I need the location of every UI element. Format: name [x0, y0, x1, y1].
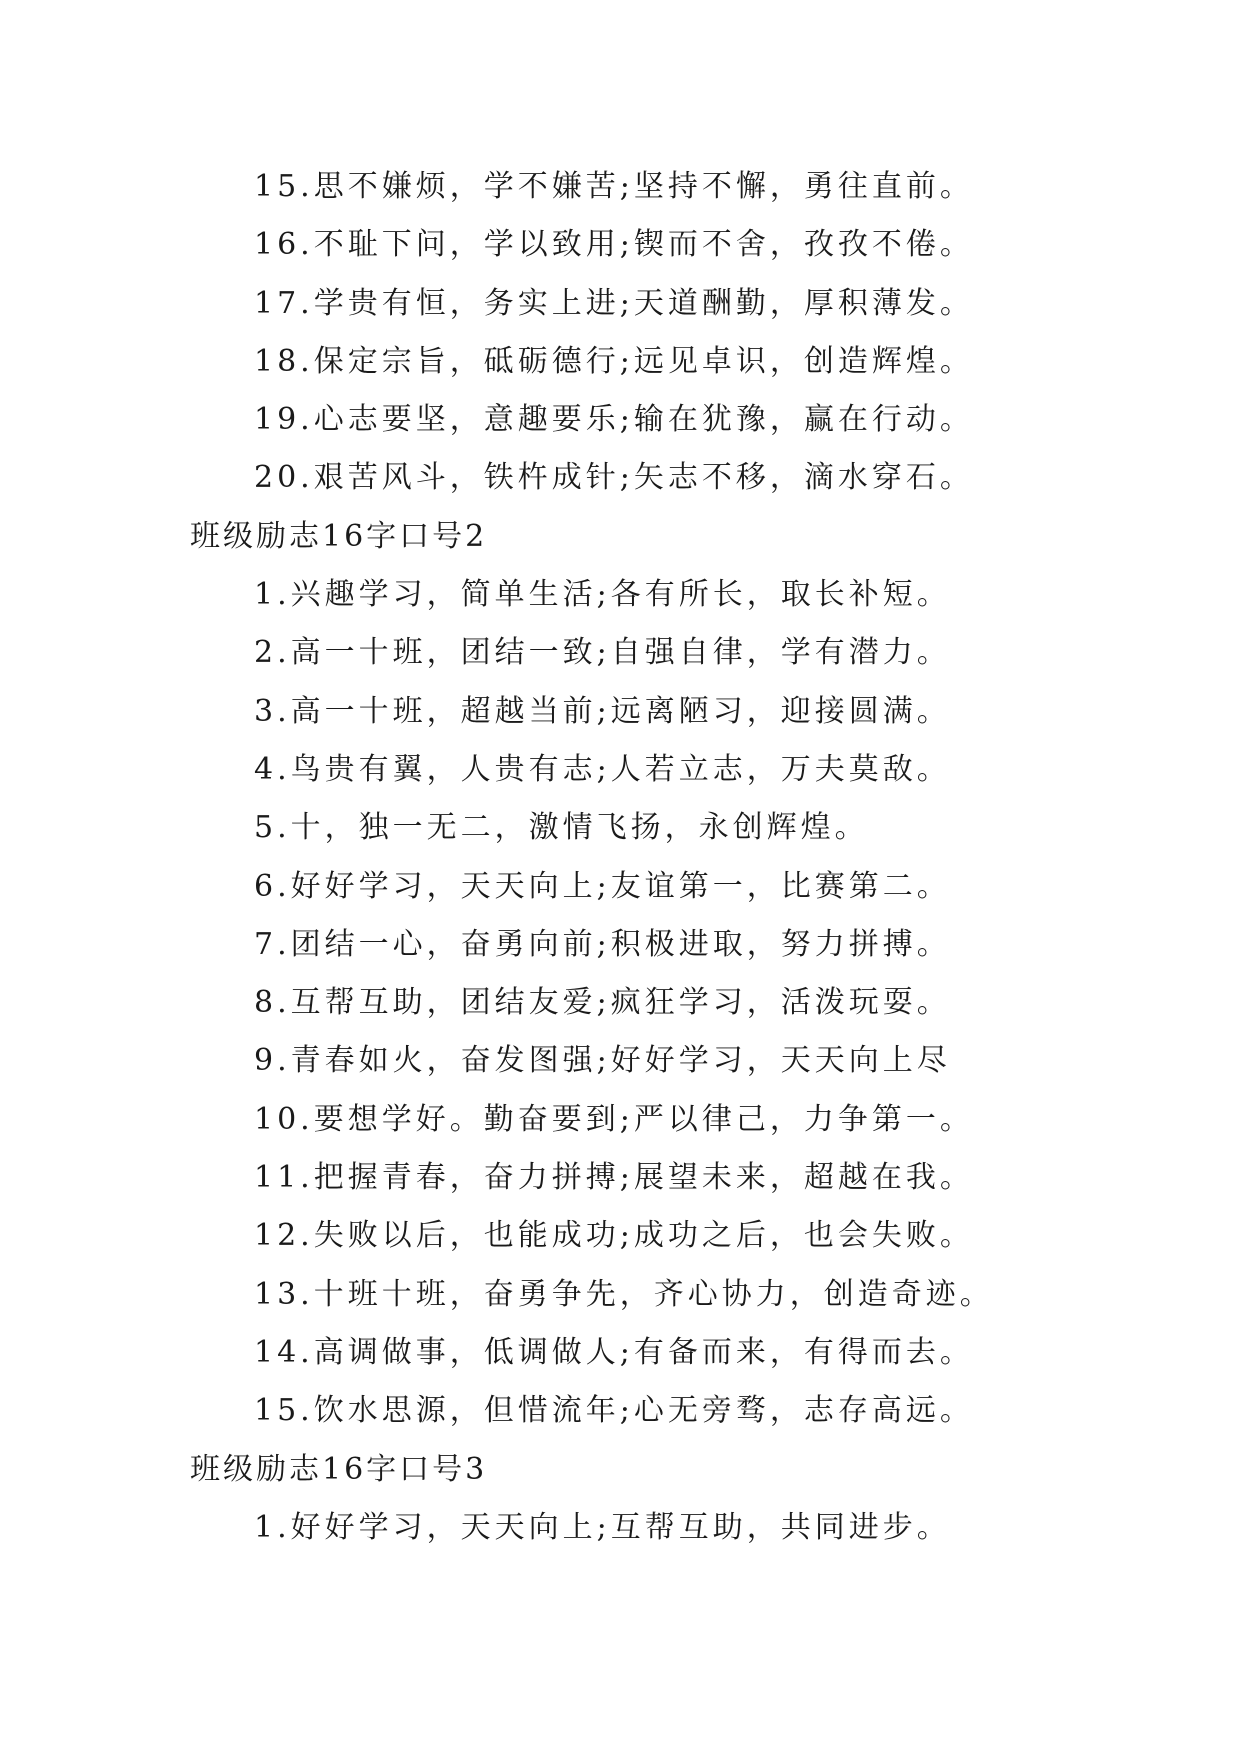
- list-item: 6.好好学习，天天向上;友谊第一，比赛第二。: [254, 868, 951, 904]
- document-content: [190, 158, 1070, 1557]
- section-heading: 班级励志16字口号2: [190, 518, 488, 554]
- list-item: 4.鸟贵有翼，人贵有志;人若立志，万夫莫敌。: [254, 751, 951, 787]
- list-item: 12.失败以后，也能成功;成功之后，也会失败。: [254, 1218, 974, 1254]
- section-heading: 班级励志16字口号3: [190, 1451, 488, 1487]
- list-item: 19.心志要坚，意趣要乐;输在犹豫，赢在行动。: [254, 402, 974, 438]
- list-item: 11.把握青春，奋力拼搏;展望未来，超越在我。: [254, 1160, 974, 1196]
- list-item: 5.十，独一无二，激情飞扬，永创辉煌。: [254, 810, 869, 846]
- list-item: 9.青春如火，奋发图强;好好学习，天天向上尽: [254, 1043, 951, 1079]
- list-item: 18.保定宗旨，砥砺德行;远见卓识，创造辉煌。: [254, 343, 974, 379]
- list-item: 15.思不嫌烦，学不嫌苦;坚持不懈，勇往直前。: [254, 169, 974, 204]
- list-item: 14.高调做事，低调做人;有备而来，有得而去。: [254, 1334, 974, 1370]
- list-item: 3.高一十班，超越当前;远离陋习，迎接圆满。: [254, 693, 951, 729]
- list-item: 20.艰苦风斗，铁杵成针;矢志不移，滴水穿石。: [254, 460, 974, 496]
- list-item: 15.饮水思源，但惜流年;心无旁骛，志存高远。: [254, 1393, 974, 1429]
- list-item: 7.团结一心，奋勇向前;积极进取，努力拼搏。: [254, 926, 951, 962]
- list-item: 2.高一十班，团结一致;自强自律，学有潜力。: [254, 635, 951, 671]
- list-item: 13.十班十班，奋勇争先，齐心协力，创造奇迹。: [254, 1276, 994, 1312]
- list-item: 8.互帮互助，团结友爱;疯狂学习，活泼玩耍。: [254, 985, 951, 1021]
- list-item: 17.学贵有恒，务实上进;天道酬勤，厚积薄发。: [254, 285, 974, 321]
- list-item: 1.兴趣学习，简单生活;各有所长，取长补短。: [254, 577, 951, 613]
- list-item: 1.好好学习，天天向上;互帮互助，共同进步。: [254, 1509, 951, 1545]
- list-item: 10.要想学好。勤奋要到;严以律己，力争第一。: [254, 1101, 974, 1137]
- list-item: 16.不耻下问，学以致用;锲而不舍，孜孜不倦。: [254, 227, 974, 263]
